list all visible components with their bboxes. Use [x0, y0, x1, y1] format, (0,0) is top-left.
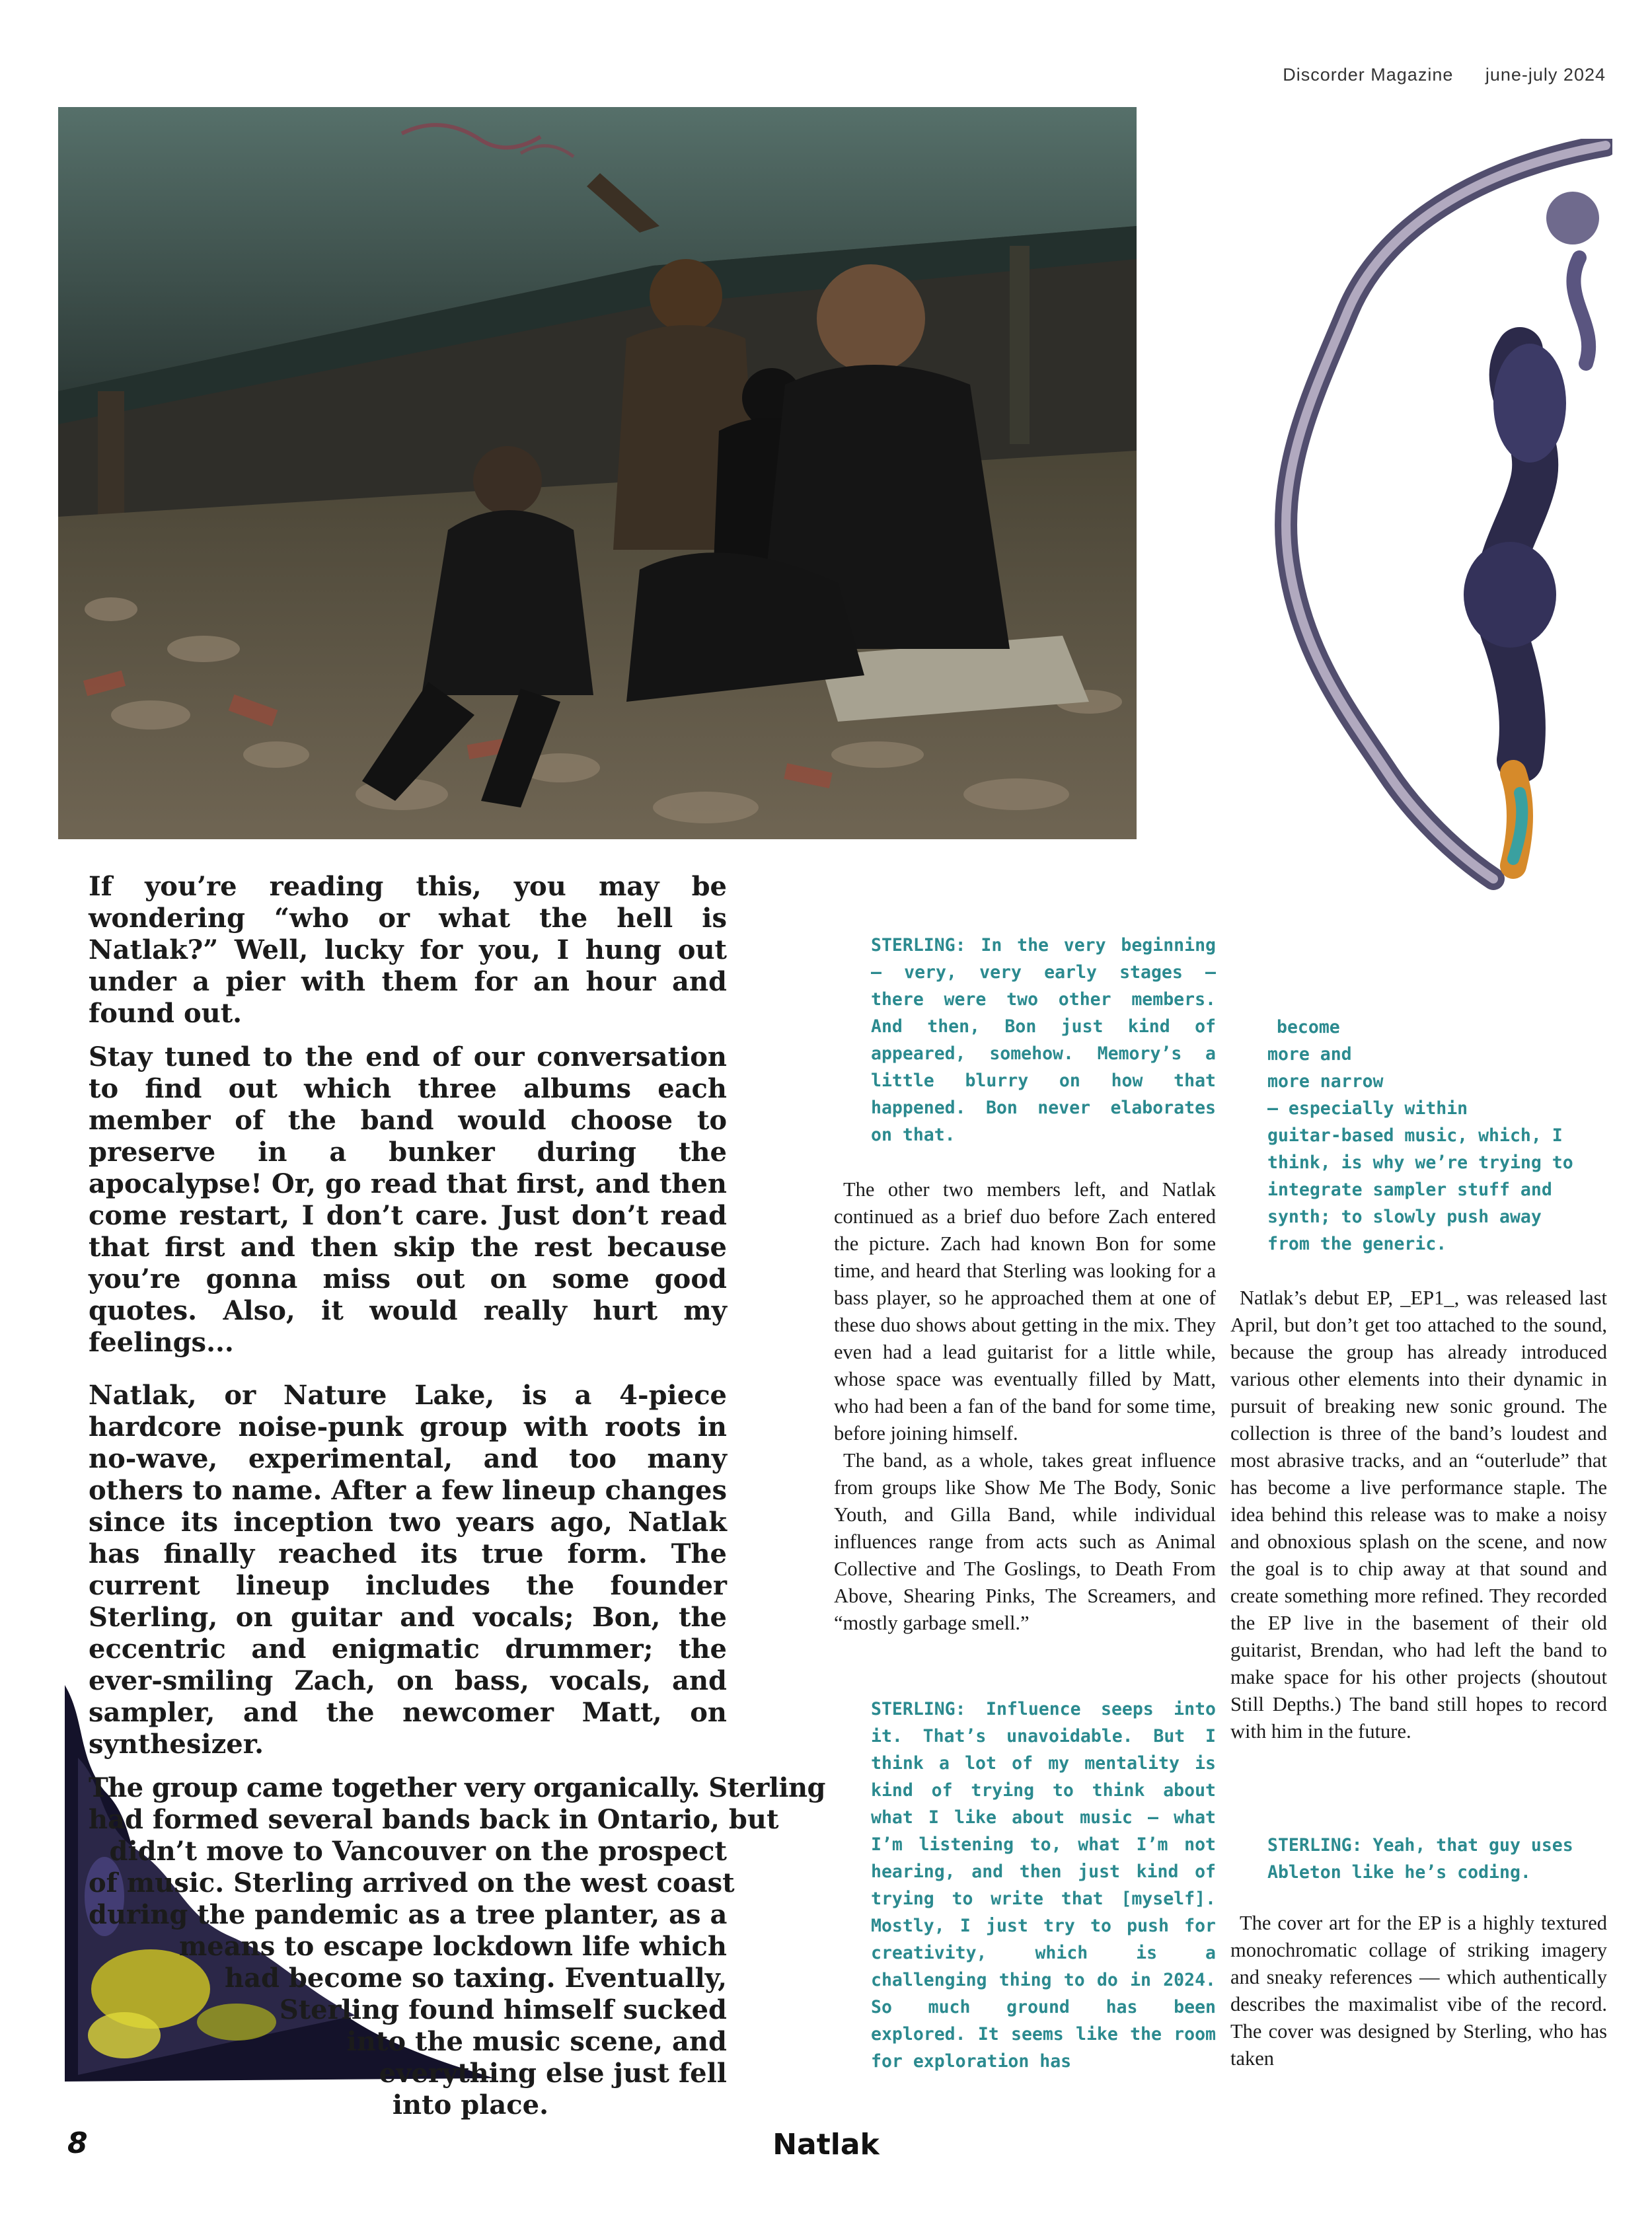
- quote-line: — especially within: [1267, 1098, 1468, 1119]
- text-line: during the pandemic as a tree planter, as a: [89, 1899, 728, 1930]
- text-line: had become so taxing. Eventually,: [225, 1963, 727, 1994]
- right-body-text-2: The cover art for the EP is a highly textured monochromatic collage of striking imagery and sneaky references — which authentically describes the maximalist vibe of the record. The cover was designed by Sterling, who has taken: [1230, 1912, 1607, 2070]
- quote-line: more and: [1267, 1044, 1352, 1065]
- band-photo-illustration: [58, 107, 1137, 839]
- page-header: [1256, 65, 1606, 85]
- text-line: everything else just fell: [379, 2058, 727, 2089]
- decorative-art-right: [1150, 139, 1612, 932]
- text-line: into the music scene, and: [346, 2026, 727, 2057]
- footer-title: Natlak: [772, 2128, 880, 2161]
- quote-line: more narrow: [1267, 1071, 1384, 1092]
- body-paragraph: The band, as a whole, takes great influence from groups like Show Me The Body, Sonic Youth, and Gilla Band, while individual influences range from acts such as Animal Collective and The Goslings, to Death From Above, Shearing Pinks, The Screamers, and “mostly garbage smell.”: [834, 1449, 1216, 1634]
- magazine-name: Discorder Magazine: [1283, 65, 1454, 85]
- sterling-quote-3: STERLING: Yeah, that guy uses Ableton like he’s coding.: [1267, 1835, 1573, 1883]
- sterling-quote-2: STERLING: Influence seeps into it. That’s unavoidable. But I think a lot of my mentality is kind of trying to think about what I like about music — what I’m listening to, what I’m not hearing, and then just kind of trying to write that [myself]. Mostly, I just try to push for creativity, which is a challenging thing to do in 2024. So much ground has been explored. It seems like the room for exploration has: [871, 1699, 1216, 2072]
- right-body-text-1: Natlak’s debut EP, _EP1_, was released last April, but don’t get too attached to the sound, because the group has already introduced various other elements into their dynamic in pursuit of breaking new sonic ground. The collection is three of the band’s loudest and most abrasive tracks, and an “outerlude” that has become a live performance staple. The idea behind this release was to make a noisy and obnoxious splash on the scene, and now the goal is to chip away at that sound and create something more refined. They recorded the EP live in the basement of their old guitarist, Brendan, who had left the band to make space for his other projects (shoutout Still Depths.) The band still hopes to record with him in the future.: [1230, 1287, 1607, 1743]
- intro-paragraph: Natlak, or Nature Lake, is a 4-piece hardcore noise-punk group with roots in no-wave, experimental, and too many others to name. After a few lineup changes since its inception two years ago, Natlak has finally reached its true form. The current lineup includes the founder Sterling, on guitar and vocals; Bon, the eccentric and enigmatic drummer; the ever-smiling Zach, on bass, vocals, and sampler, and the newcomer Matt, on synthesizer.: [89, 1380, 727, 1760]
- quote-line: guitar-based music, which, I: [1267, 1125, 1563, 1146]
- text-line: had formed several bands back in Ontario, but: [89, 1804, 779, 1835]
- intro-paragraph: Stay tuned to the end of our conversation to find out which three albums each member of the band would choose to preserve in a bunker during the apocalypse! Or, go read that first, and then come restart, I don’t care. Just don’t read that first and then skip the rest because you’re gonna miss out on some good quotes. Also, it would really hurt my feelings...: [89, 1041, 727, 1358]
- text-line: didn’t move to Vancouver on the prospect: [109, 1836, 727, 1867]
- sterling-quote-2-continued: [1267, 1014, 1607, 1258]
- text-line: Sterling found himself sucked: [279, 1994, 727, 2025]
- quote-line: integrate sampler stuff and: [1267, 1180, 1552, 1200]
- organic-paragraph: [89, 1772, 825, 2121]
- intro-paragraph: If you’re reading this, you may be wondering “who or what the hell is Natlak?” Well, lucky for you, I hung out under a pier with them for an hour and found out.: [89, 871, 727, 1029]
- sterling-quote-1: STERLING: In the very beginning — very, very early stages — there were two other members. And then, Bon just kind of appeared, somehow. Memory’s a little blurry on how that happened. Bon never elaborates on that.: [871, 935, 1216, 1145]
- text-line: of music. Sterling arrived on the west coast: [89, 1867, 735, 1898]
- text-line: into place.: [392, 2089, 548, 2121]
- text-line: The group came together very organically. Sterling: [89, 1772, 825, 1803]
- page-number: 8: [67, 2126, 88, 2160]
- intro-column: [89, 871, 825, 2121]
- text-line: means to escape lockdown life which: [178, 1931, 727, 1962]
- quote-line: synth; to slowly push away: [1267, 1207, 1542, 1227]
- band-photo: [58, 107, 1137, 839]
- swirl-illustration: [1150, 139, 1612, 932]
- issue-date: june-july 2024: [1485, 65, 1606, 85]
- quote-line: become: [1277, 1017, 1340, 1037]
- middle-body-text: [834, 1176, 1216, 1637]
- body-paragraph: The other two members left, and Natlak continued as a brief duo before Zach entered the picture. Zach had known Bon for some time, and heard that Sterling was looking for a bass player, so he approached them at one of these duo shows about getting in the mix. They even had a lead guitarist for a little while, whose space was eventually filled by Matt, who had been a fan of the band for some time, before joining himself.: [834, 1178, 1216, 1445]
- quote-line: think, is why we’re trying to: [1267, 1152, 1573, 1173]
- quote-line: from the generic.: [1267, 1234, 1447, 1254]
